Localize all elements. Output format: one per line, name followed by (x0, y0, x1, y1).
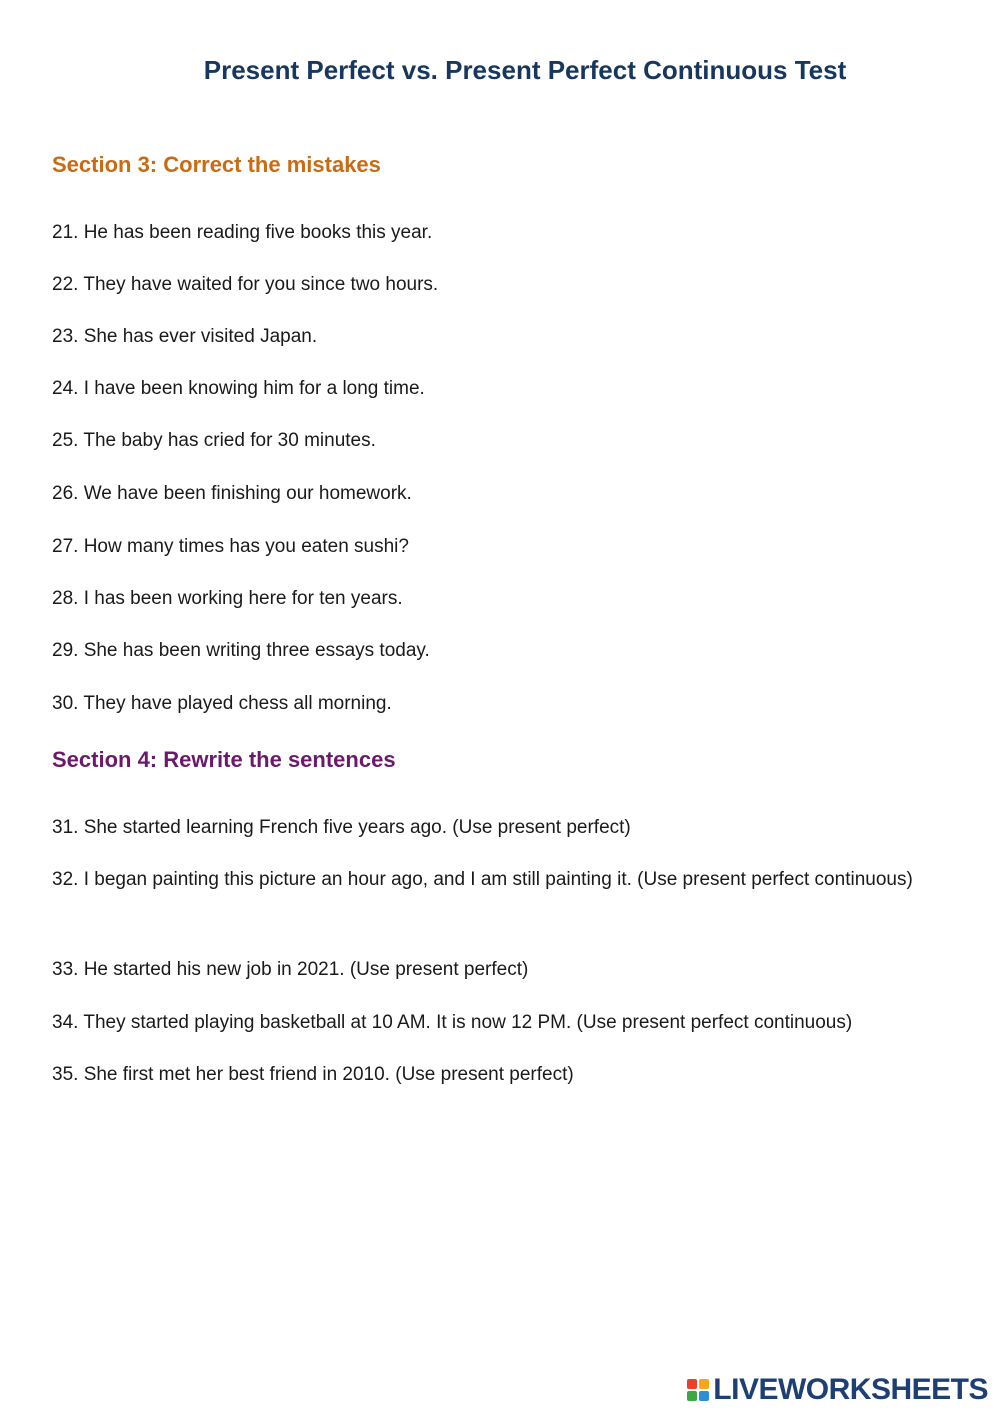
question-21: 21. He has been reading five books this year. (52, 222, 433, 243)
question-31: 31. She started learning French five years ago. (Use present perfect) (52, 817, 631, 838)
section-3-heading: Section 3: Correct the mistakes (52, 152, 381, 177)
section-4-heading: Section 4: Rewrite the sentences (52, 747, 396, 772)
logo-square-blue (699, 1391, 709, 1401)
question-32: 32. I began painting this picture an hour ago, and I am still painting it. (Use present perfect continuous) (52, 869, 913, 890)
logo-square-green (687, 1391, 697, 1401)
question-30: 30. They have played chess all morning. (52, 693, 392, 714)
question-22: 22. They have waited for you since two hours. (52, 274, 439, 295)
liveworksheets-logo-icon (687, 1379, 709, 1401)
question-27: 27. How many times has you eaten sushi? (52, 536, 409, 557)
page-title: Present Perfect vs. Present Perfect Continuous Test (203, 55, 847, 85)
question-25: 25. The baby has cried for 30 minutes. (52, 430, 376, 451)
question-28: 28. I has been working here for ten years. (52, 588, 403, 609)
question-33: 33. He started his new job in 2021. (Use present perfect) (52, 959, 529, 980)
question-29: 29. She has been writing three essays today. (52, 640, 430, 661)
question-23: 23. She has ever visited Japan. (52, 326, 318, 347)
logo-square-red (687, 1379, 697, 1389)
logo-square-yellow (699, 1379, 709, 1389)
question-26: 26. We have been finishing our homework. (52, 483, 412, 504)
brand-name: LIVEWORKSHEETS (713, 1373, 988, 1406)
liveworksheets-brand (687, 1372, 988, 1408)
question-35: 35. She first met her best friend in 2010. (Use present perfect) (52, 1064, 574, 1085)
question-24: 24. I have been knowing him for a long time. (52, 378, 425, 399)
question-34: 34. They started playing basketball at 10 AM. It is now 12 PM. (Use present perfect continuous) (52, 1012, 853, 1033)
